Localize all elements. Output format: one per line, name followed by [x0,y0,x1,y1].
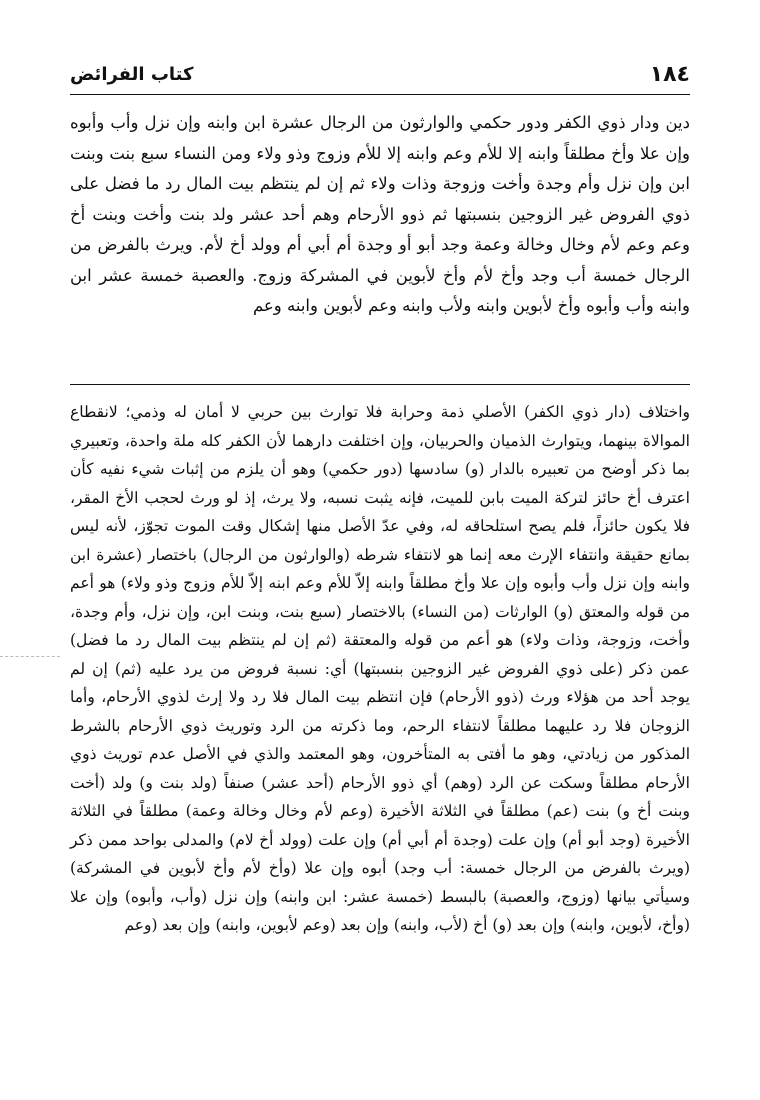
commentary-paragraph: واختلاف (دار ذوي الكفر) الأصلي ذمة وحرابة فلا توارث بين حربي لا أمان له وذمي؛ لانقطاع الموالاة بينهما، ويتوارث الذميان والحربيان، وإن اختلفت دارهما لأن الكفر كله ملة واحدة، وتعبيري بما ذكر أوضح من تعبيره بالدار (و) سادسها (دور حكمي) وهو أن يلزم من إثبات شيء نفيه كأن اعترف أخ حائز لتركة الميت بابن للميت، فإنه يثبت نسبه، ولا يرث، إذ لو ورث لحجب الأخ المقر، فلا يكون حائزاً، فلم يصح استلحاقه له، وفي عدّ الأصل منها إشكال وقت الموت تجوّز، لأنه ليس بمانع حقيقة وانتفاء الإرث معه إنما هو لانتفاء شرطه (والوارثون من الرجال) باختصار (عشرة ابن وابنه وإن نزل وأب وأبوه وإن علا وأخ مطلقاً وابنه إلاّ للأم وعم ابنه إلاّ للأم وزوج وذو ولاء) هو أعم من قوله والمعتق (و) الوارثات (من النساء) بالاختصار (سبع بنت، وبنت ابن، وإن نزل، وأم وجدة، وأخت، وزوجة، وذات ولاء) هو أعم من قوله والمعتقة (ثم إن لم ينتظم بيت المال رد ما فضل) عمن ذكر (على ذوي الفروض غير الزوجين بنسبتها) أي: نسبة فروض من يرد عليه (ثم) إن لم يوجد أحد من هؤلاء ورث (ذوو الأرحام) فإن انتظم بيت المال فلا رد ولا إرث لذوي الأرحام، وأما الزوجان فلا رد عليهما مطلقاً لانتفاء الرحم، وما ذكرته من الرد وتوريث ذوي الأرحام بالشرط المذكور من زيادتي، وهو ما أفتى به المتأخرون، وهو المعتمد والذي في الأصل عدم توريث ذوي الأرحام مطلقاً وسكت عن الرد (وهم) أي ذوو الأرحام (أحد عشر) صنفاً (ولد بنت و) ولد (أخت وبنت أخ و) بنت (عم) مطلقاً في الثلاثة الأخيرة (وعم لأم وخال وخالة وعمة) مطلقاً في الثلاثة الأخيرة (وجد أبو أم) وإن علت (وجدة أم أبي أم) وإن علت (وولد أخ لام) والمدلى بواحد ممن ذكر (ويرث بالفرض من الرجال خمسة: أب وجد) أبوه وإن علا (وأخ لأم وأخ لأبوين في المشركة) وسيأتي بيانها (وزوج، والعصبة) بالبسط (خمسة عشر: ابن وابنه) وإن نزل (وأب، وأبوه) وإن علا (وأخ، لأبوين، وابنه) وإن بعد (و) أخ (لأب، وابنه) وإن بعد (وعم لأبوين، وابنه) وإن بعد (وعم [70,403,690,934]
page-header [70,60,690,95]
main-text-paragraph: دين ودار ذوي الكفر ودور حكمي والوارثون من الرجال عشرة ابن وابنه وإن نزل وأب وأبوه وإن علا وأخ مطلقاً وابنه إلا للأم وعم وابنه إلا للأم وزوج وذو ولاء ومن النساء سبع بنت وبنت ابن وإن نزل وأم وجدة وأخت وزوجة وذات ولاء ثم إن لم ينتظم بيت المال رد ما فضل على ذوي الفروض غير الزوجين بنسبتها ثم ذوو الأرحام وهم أحد عشر ولد بنت وأخت وبنت أخ وعم وعم لأم وخال وخالة وعمة وجد أبو أو وجدة أم أبي أم وولد أخ لأم. ويرث بالفرض من الرجال خمسة أب وجد وأخ لأم وأخ لأبوين في المشركة وزوج. والعصبة خمسة عشر ابن وابنه وأب وأبوه وأخ لأبوين وابنه ولأب وابنه وعم لأبوين وابنه وعم [70,113,690,315]
section-divider [70,384,690,385]
margin-dashed-mark [0,656,60,657]
commentary-block [70,398,690,940]
page-number: ١٨٤ [649,62,690,87]
main-text-block [70,108,690,322]
running-title: كتاب الفرائض [70,64,194,85]
